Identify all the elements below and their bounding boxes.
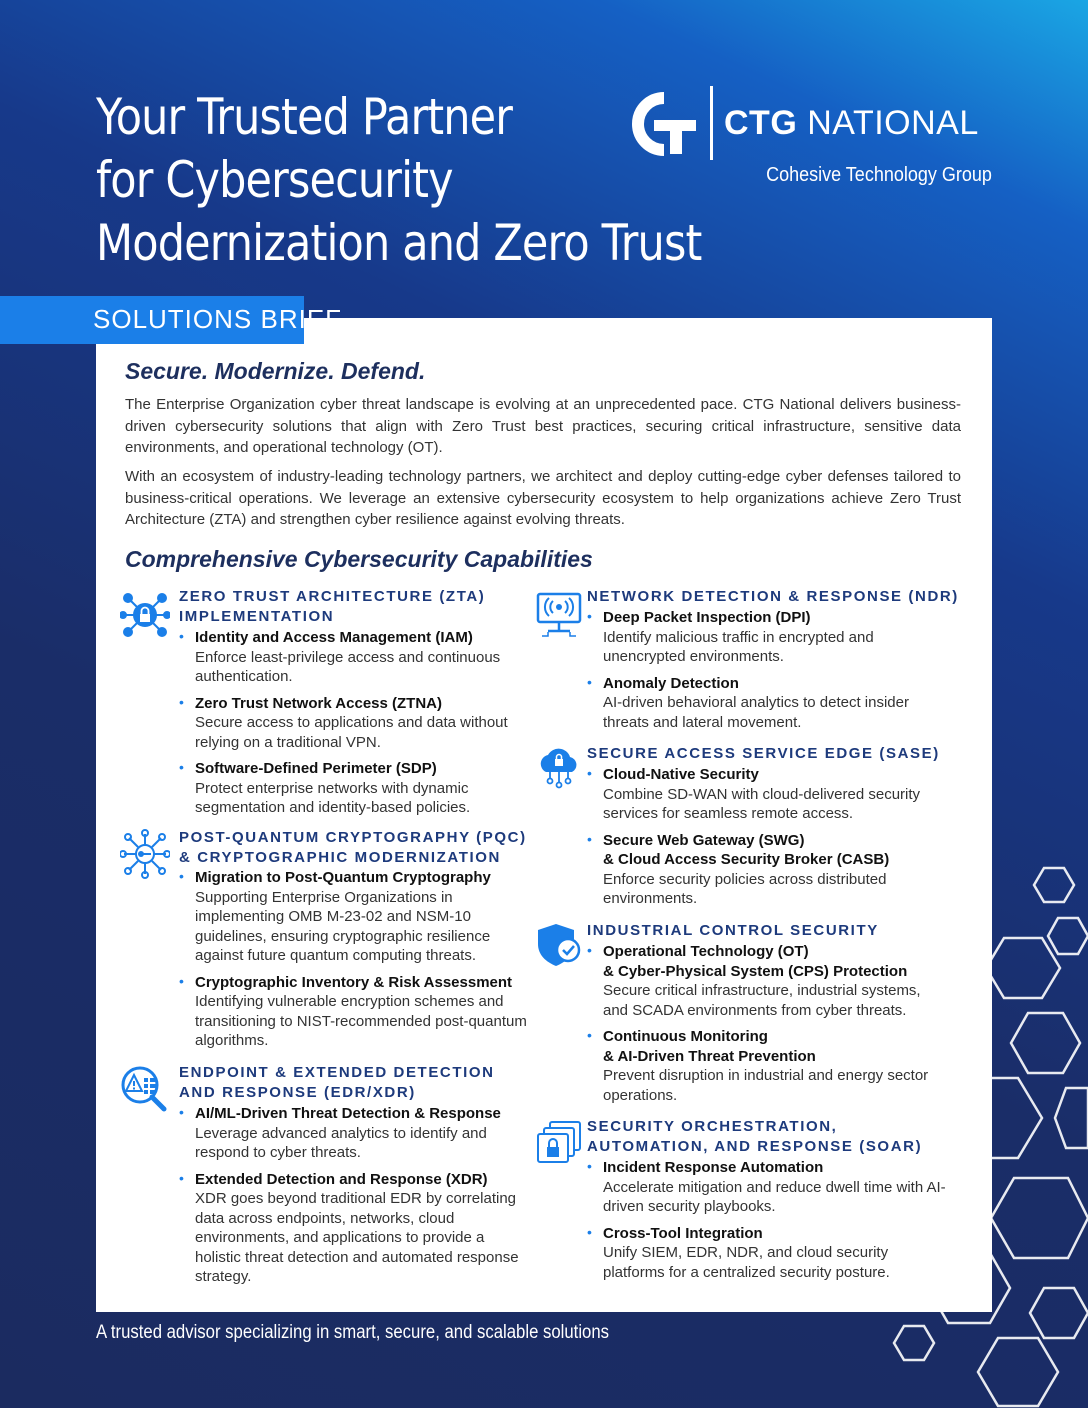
intro-heading: Secure. Modernize. Defend. [125, 358, 426, 384]
network-lock-icon [120, 590, 170, 640]
logo-wordmark: CTG NATIONAL [724, 104, 979, 142]
solutions-brief-tag: SOLUTIONS BRIEF [0, 296, 304, 344]
edr-list [179, 1104, 529, 1294]
sase-list [587, 765, 947, 916]
list-item: • AI/ML-Driven Threat Detection & Response Leverage advanced analytics to identify and respond to cyber threats. [179, 1104, 529, 1163]
list-item: • Anomaly Detection AI-driven behavioral analytics to detect insider threats and lateral movement. [587, 674, 947, 733]
section-title-ics: INDUSTRIAL CONTROL SECURITY [587, 922, 879, 939]
section-title-sase: SECURE ACCESS SERVICE EDGE (SASE) [587, 745, 940, 762]
cloud-lock-icon [534, 742, 584, 792]
monitor-signal-icon [534, 588, 584, 638]
content-card [96, 318, 992, 1312]
list-item: • Zero Trust Network Access (ZTNA) Secure access to applications and data without relying on a traditional VPN. [179, 694, 529, 753]
threat-search-icon [120, 1064, 170, 1114]
ics-list [587, 942, 947, 1112]
footer-tagline: A trusted advisor specializing in smart, secure, and scalable solutions [96, 1322, 610, 1343]
zta-list [179, 628, 529, 825]
section-title-zta: ZERO TRUST ARCHITECTURE (ZTA) IMPLEMENTATION [179, 588, 486, 625]
list-item: • Extended Detection and Response (XDR) XDR goes beyond traditional EDR by correlating data across endpoints, networks, cloud environments, and applications to provide a holistic threat detection and automated response strategy. [179, 1170, 529, 1287]
list-item: • Identity and Access Management (IAM) Enforce least-privilege access and continuous authentication. [179, 628, 529, 687]
section-title-edr: ENDPOINT & EXTENDED DETECTION AND RESPONSE (EDR/XDR) [179, 1064, 495, 1101]
list-item: • Cryptographic Inventory & Risk Assessment Identifying vulnerable encryption schemes and transitioning to NIST-recommended post-quantum algorithms. [179, 973, 529, 1051]
section-title-pqc: POST-QUANTUM CRYPTOGRAPHY (PQC) & CRYPTOGRAPHIC MODERNIZATION [179, 829, 527, 866]
intro-paragraph-2: With an ecosystem of industry-leading technology partners, we architect and deploy cutting-edge cyber defenses tailored to business-critical operations. We leverage an extensive cybersecurity ecosystem to help organizations achieve Zero Trust Architecture (ZTA) and strengthen cyber resilience against evolving threats. [125, 468, 961, 528]
list-item: • Secure Web Gateway (SWG) & Cloud Access Security Broker (CASB) Enforce security policies across distributed environments. [587, 831, 947, 909]
ndr-list [587, 608, 947, 739]
company-logo [624, 86, 994, 196]
list-item: • Cross-Tool Integration Unify SIEM, EDR, NDR, and cloud security platforms for a centralized security posture. [587, 1224, 947, 1283]
list-item: • Deep Packet Inspection (DPI) Identify malicious traffic in encrypted and unencrypted environments. [587, 608, 947, 667]
section-title-soar: SECURITY ORCHESTRATION, AUTOMATION, AND RESPONSE (SOAR) [587, 1118, 923, 1155]
capabilities-heading: Comprehensive Cybersecurity Capabilities [125, 546, 593, 572]
key-network-icon [120, 829, 170, 879]
page-title: Your Trusted Partner for Cybersecurity Modernization and Zero Trust [96, 88, 702, 272]
list-item: • Software-Defined Perimeter (SDP) Protect enterprise networks with dynamic segmentation and identity-based policies. [179, 759, 529, 818]
list-item: • Incident Response Automation Accelerate mitigation and reduce dwell time with AI-driven security playbooks. [587, 1158, 947, 1217]
shield-check-icon [534, 920, 584, 970]
logo-divider [710, 86, 713, 160]
section-title-ndr: NETWORK DETECTION & RESPONSE (NDR) [587, 588, 959, 605]
list-item: • Cloud-Native Security Combine SD-WAN with cloud-delivered security services for seamless remote access. [587, 765, 947, 824]
list-item: • Continuous Monitoring & AI-Driven Threat Prevention Prevent disruption in industrial and energy sector operations. [587, 1027, 947, 1105]
intro-paragraph-1: The Enterprise Organization cyber threat landscape is evolving at an unprecedented pace. CTG National delivers business-driven cybersecurity solutions that align with Zero Trust best practices, securing critical infrastructure, sensitive data environments, and operational technology (OT). [125, 396, 961, 456]
list-item: • Migration to Post-Quantum Cryptography Supporting Enterprise Organizations in implementing OMB M-23-02 and NSM-10 guidelines, ensuring cryptographic resilience against future quantum computing threats. [179, 868, 529, 966]
logo-subtitle: Cohesive Technology Group [766, 164, 992, 186]
list-item: • Operational Technology (OT) & Cyber-Physical System (CPS) Protection Secure critical infrastructure, industrial systems, and SCADA environments from cyber threats. [587, 942, 947, 1020]
soar-list [587, 1158, 947, 1289]
pqc-list [179, 868, 529, 1058]
stacked-lock-icon [534, 1118, 584, 1168]
ctg-logo-mark-icon [624, 92, 698, 156]
